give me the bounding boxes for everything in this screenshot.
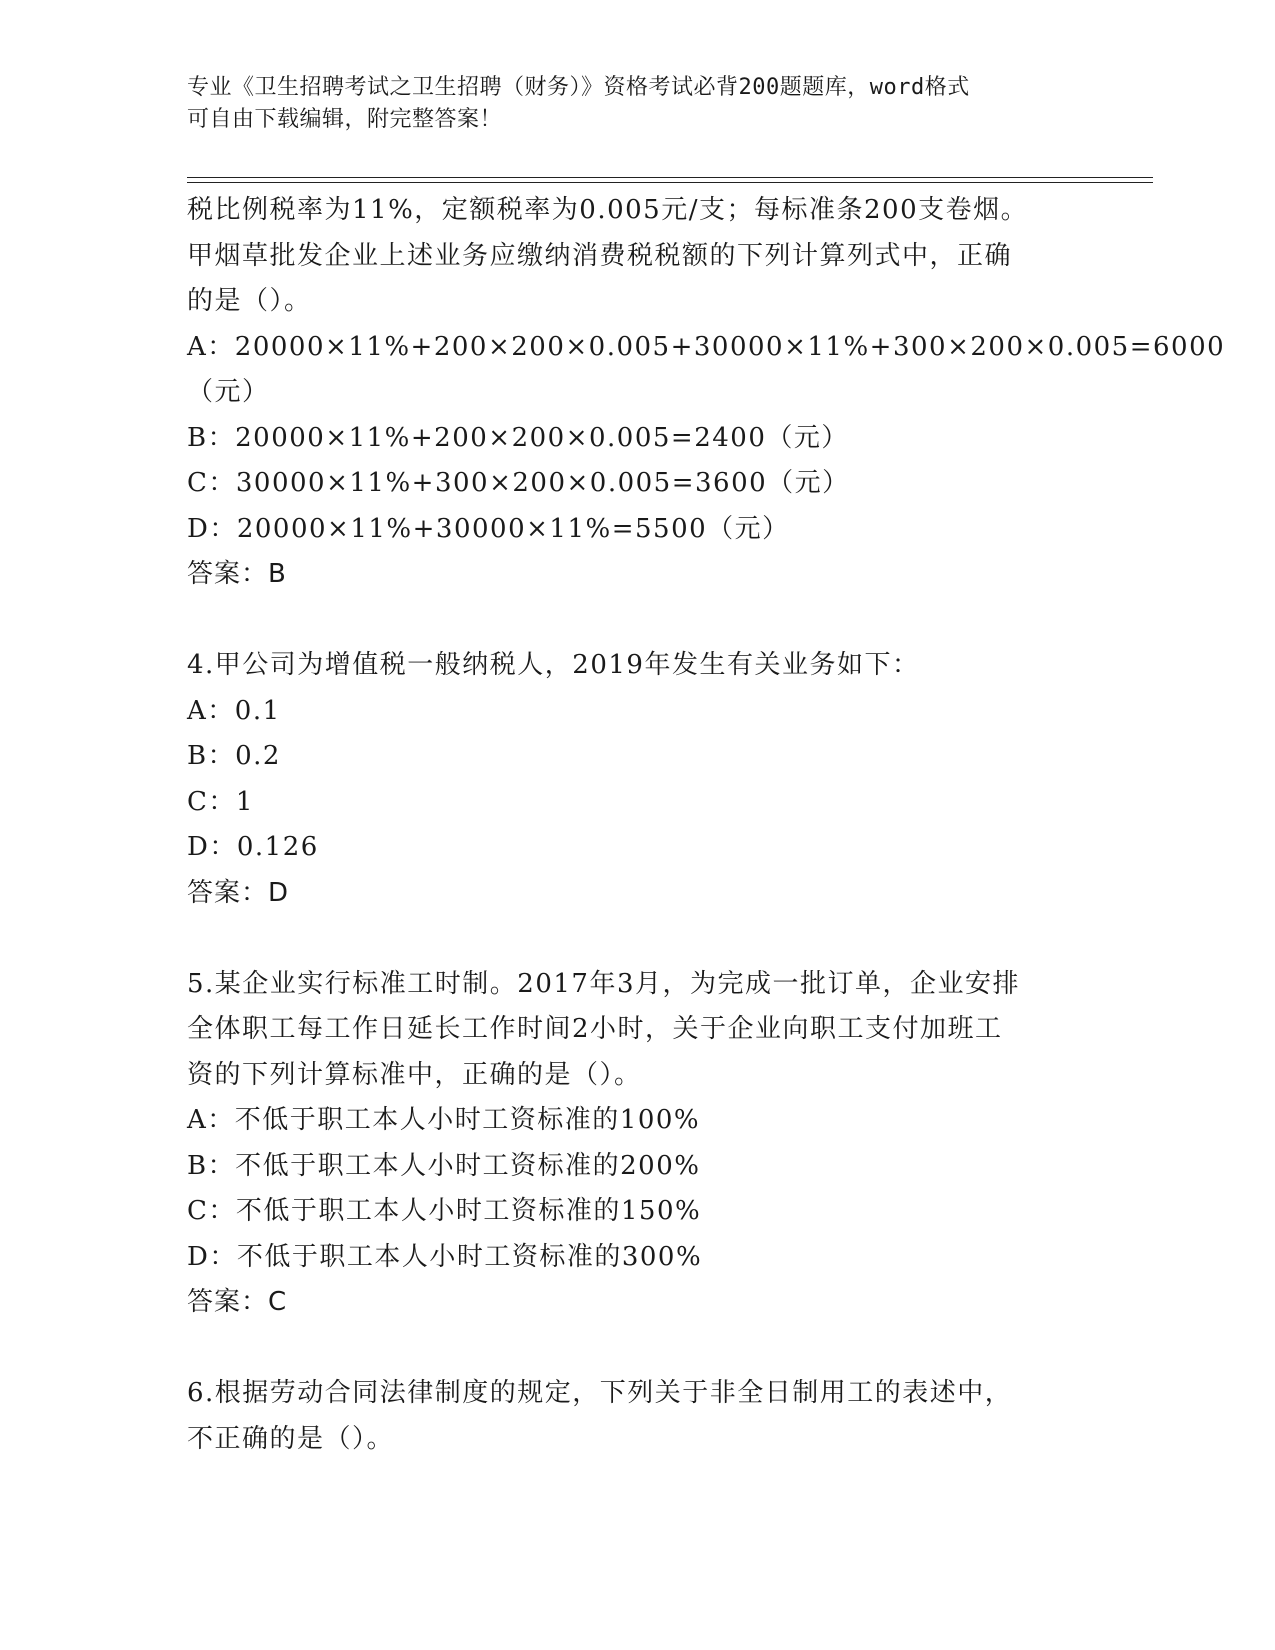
- answer: 答案：D: [187, 877, 290, 908]
- header-divider-top: [187, 177, 1153, 178]
- option-d: D：不低于职工本人小时工资标准的300%: [187, 1241, 703, 1272]
- option-c: C：1: [187, 786, 254, 817]
- question-stem-line: 全体职工每工作日延长工作时间2小时，关于企业向职工支付加班工: [187, 1014, 1003, 1044]
- answer: 答案：C: [187, 1287, 288, 1317]
- option-b: B：0.2: [187, 741, 281, 771]
- header-divider-bottom: [187, 182, 1153, 183]
- option-a: A：20000×11%+200×200×0.005+30000×11%+300×200×0.005=6000: [187, 331, 1226, 362]
- question-stem-line: 不正确的是（）。: [187, 1423, 395, 1454]
- question-stem-line: 的是（）。: [187, 286, 312, 316]
- answer: 答案：B: [187, 559, 287, 589]
- option-c: C：30000×11%+300×200×0.005=3600（元）: [187, 468, 850, 498]
- option-b: B：不低于职工本人小时工资标准的200%: [187, 1150, 701, 1181]
- spacer: [187, 1326, 1087, 1372]
- question-stem-line: 6.根据劳动合同法律制度的规定，下列关于非全日制用工的表述中，: [187, 1378, 1013, 1408]
- question-4: [187, 643, 1087, 916]
- spacer: [187, 916, 1087, 962]
- question-stem-line: 4.甲公司为增值税一般纳税人，2019年发生有关业务如下：: [187, 650, 920, 680]
- question-stem-line: 5.某企业实行标准工时制。2017年3月，为完成一批订单，企业安排: [187, 968, 1021, 999]
- option-c: C：不低于职工本人小时工资标准的150%: [187, 1196, 702, 1226]
- option-a-continued: （元）: [187, 377, 270, 407]
- question-6: [187, 1371, 1087, 1462]
- option-a: A：0.1: [187, 695, 281, 726]
- question-3: [187, 188, 1226, 598]
- option-a: A：不低于职工本人小时工资标准的100%: [187, 1105, 701, 1135]
- header-title-line-1: 专业《卫生招聘考试之卫生招聘（财务）》资格考试必背200题题库，word格式: [187, 75, 970, 100]
- document-body: [187, 188, 1226, 1462]
- spacer: [187, 598, 1087, 644]
- option-d: D：20000×11%+30000×11%=5500（元）: [187, 513, 790, 544]
- question-stem-line: 甲烟草批发企业上述业务应缴纳消费税税额的下列计算列式中，正确: [187, 240, 1013, 271]
- question-stem-line: 税比例税率为11%，定额税率为0.005元/支；每标准条200支卷烟。: [187, 195, 1029, 225]
- option-b: B：20000×11%+200×200×0.005=2400（元）: [187, 422, 849, 453]
- header-title-line-2: 可自由下载编辑，附完整答案！: [187, 107, 503, 132]
- document-header: [187, 72, 1087, 136]
- question-stem-line: 资的下列计算标准中，正确的是（）。: [187, 1059, 642, 1090]
- option-d: D：0.126: [187, 832, 319, 862]
- question-5: [187, 962, 1087, 1326]
